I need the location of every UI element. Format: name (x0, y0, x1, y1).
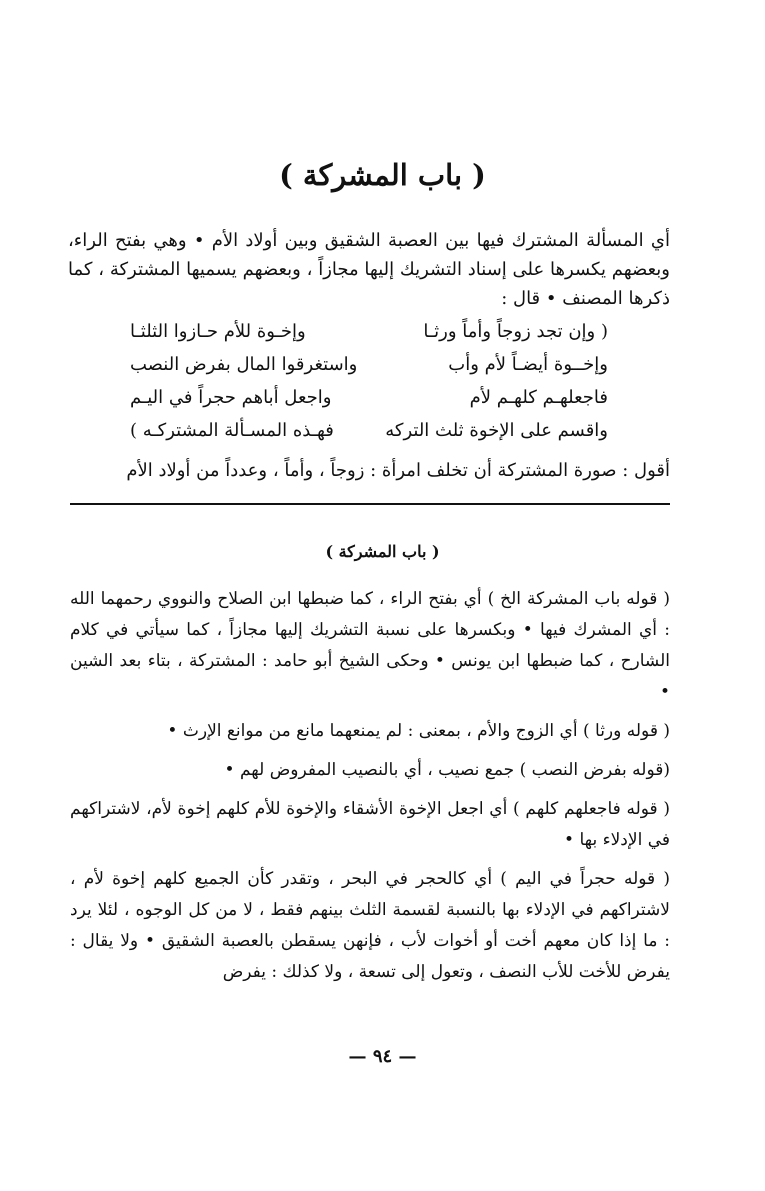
verse-first-hemistich: وإخــوة أيضـاً لأم وأب (448, 354, 608, 375)
closing-line: أقول : صورة المشتركة أن تخلف امرأة : زوجاً ، وأماً ، وعدداً من أولاد الأم (126, 460, 670, 481)
verse-second-hemistich: وإخـوة للأم حـازوا الثلثـا (130, 321, 306, 342)
commentary-paragraph: (قوله بفرض النصب ) جمع نصيب ، أي بالنصيب المفروض لهم • (224, 760, 670, 780)
verse-second-hemistich: فهـذه المسـألة المشتركـه ) (130, 420, 334, 441)
verse (130, 414, 608, 447)
commentary-title: ( باب المشركة ) (325, 542, 440, 561)
page-number: — ٩٤ — (348, 1046, 417, 1067)
commentary-text (70, 584, 670, 996)
commentary-paragraph: ( قوله ورثا ) أي الزوج والأم ، بمعنى : لم يمنعهما مانع من موانع الإرث • (167, 721, 670, 741)
commentary-paragraph: ( قوله حجراً في اليم ) أي كالحجر في البحر ، وتقدر كأن الجميع كلهم إخوة لأم ، لاشتراكهم في الإدلاء بها بالنسبة لقسمة الثلث بينهم فقط ، لا من كل الوجوه ، لئلا يرد : ما إذا كان معهم أخت أو أخوات لأب ، فإنهن يسقطن بالعصبة الشقيق • ولا يقال : يفرض للأخت للأب النصف ، وتعول إلى تسعة ، ولا كذلك : يفرض (70, 869, 670, 982)
intro-paragraph: أي المسألة المشترك فيها بين العصبة الشقيق وبين أولاد الأم • وهي بفتح الراء، وبعضهم يكسرها على إسناد التشريك إليها مجازاً ، وبعضهم يسميها المشتركة ، كما ذكرها المصنف • قال : (68, 230, 670, 309)
verse-first-hemistich: واقسم على الإخوة ثلث التركه (385, 420, 608, 441)
verse-first-hemistich: ( وإن تجد زوجاً وأماً ورثـا (423, 321, 608, 342)
chapter-title: ( باب المشركة ) (279, 158, 486, 192)
verse-first-hemistich: فاجعلهـم كلهـم لأم (469, 387, 608, 408)
section-divider (70, 503, 670, 505)
verse-second-hemistich: واستغرقوا المال بفرض النصب (130, 354, 358, 375)
verse-second-hemistich: واجعل أباهم حجراً في اليـم (130, 387, 332, 408)
verse (130, 348, 608, 381)
commentary-paragraph: ( قوله فاجعلهم كلهم ) أي اجعل الإخوة الأشقاء والإخوة للأم كلهم إخوة لأم، لاشتراكهم في الإدلاء بها • (70, 799, 670, 850)
verse (130, 381, 608, 414)
verse (130, 315, 608, 348)
poem (130, 315, 608, 447)
commentary-paragraph: ( قوله باب المشركة الخ ) أي بفتح الراء ، كما ضبطها ابن الصلاح والنووي رحمهما الله : أي المشرك فيها • وبكسرها على نسبة التشريك إليها مجازاً ، كما سيأتي في كلام الشارح ، كما ضبطها ابن يونس • وحكى الشيخ أبو حامد : المشتركة ، بتاء بعد الشين • (70, 589, 670, 702)
main-text (68, 226, 670, 313)
